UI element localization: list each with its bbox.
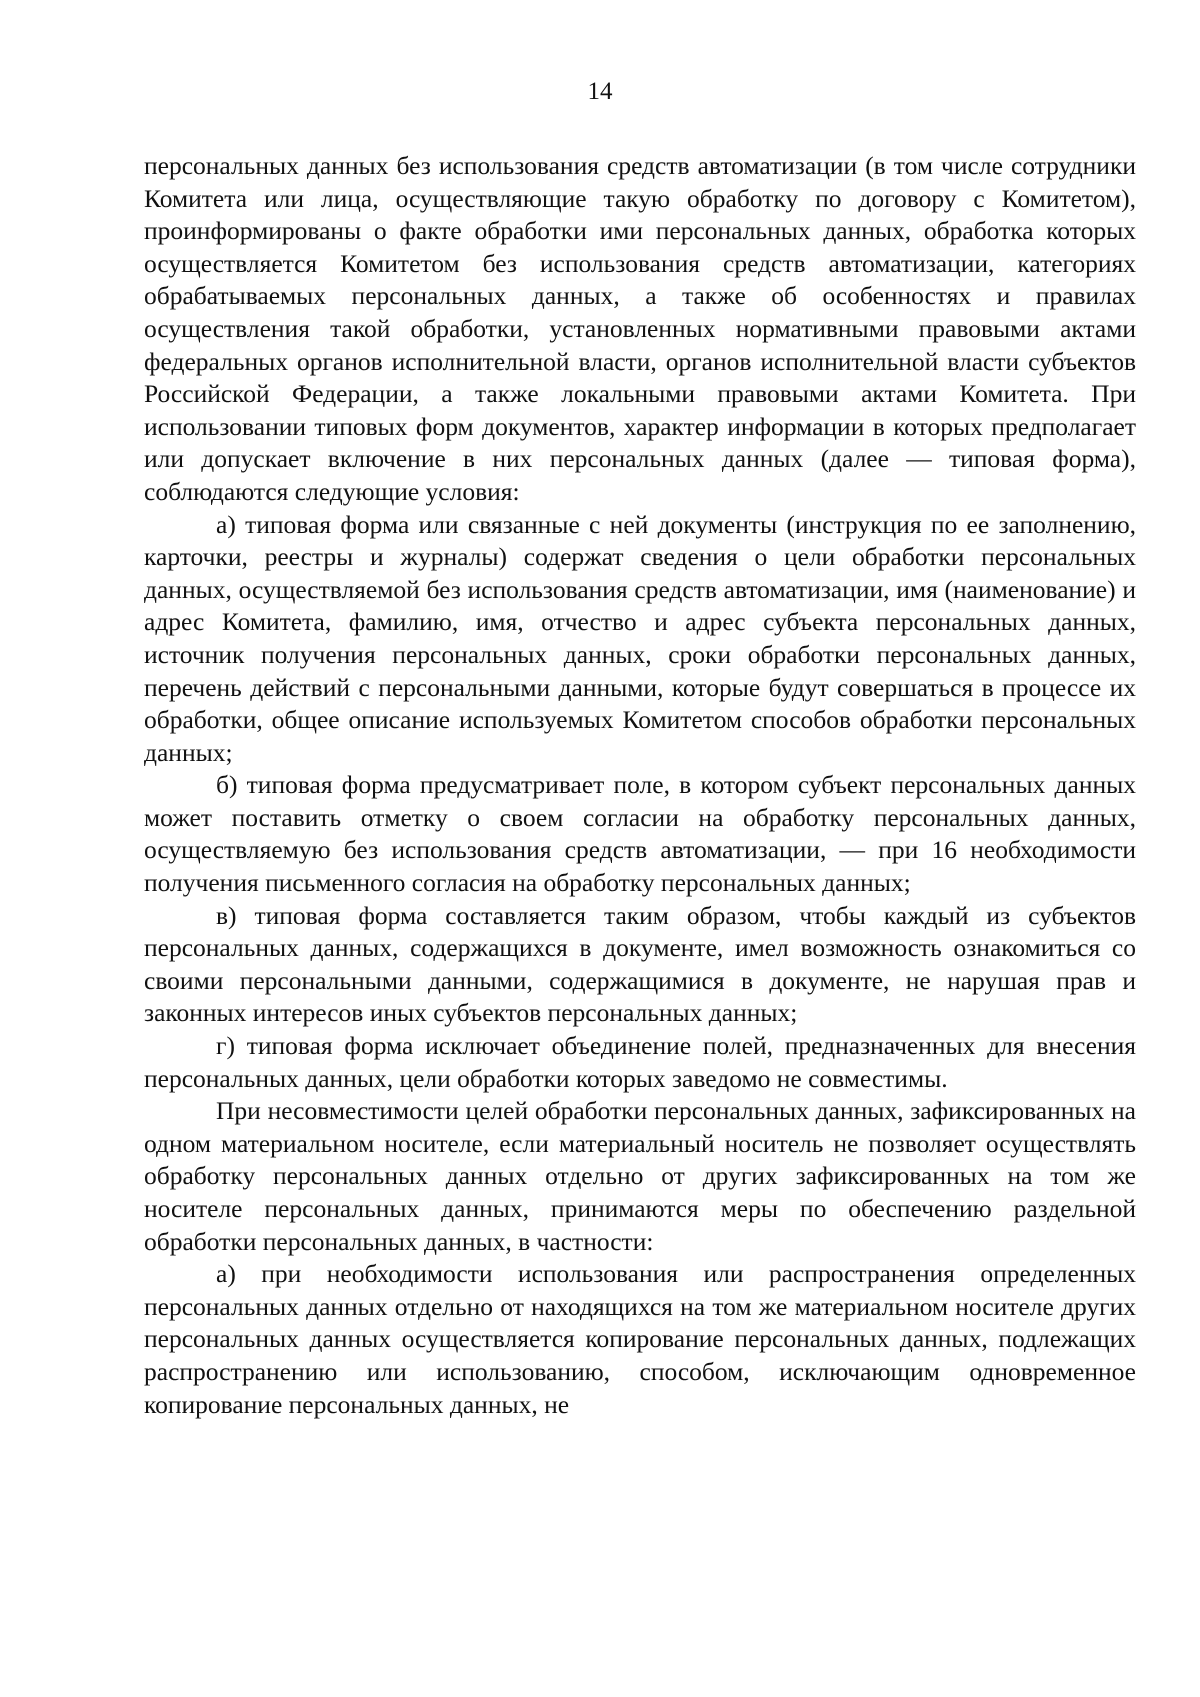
paragraph-condition-g: г) типовая форма исключает объединение полей, предназначенных для внесения персональных данных, цели обработки которых заведомо не совместимы.: [144, 1031, 1136, 1093]
document-body: [144, 150, 1136, 1421]
paragraph-intro: персональных данных без использования средств автоматизации (в том числе сотрудники Комитета или лица, осуществляющие такую обработку по договору с Комитетом), проинформированы о факте обработки ими персональных данных, обработка которых осуществляется Комитетом без использования средств автоматизации, категориях обрабатываемых персональных данных, а также об особенностях и правилах осуществления такой обработки, установленных нормативными правовыми актами федеральных органов исполнительной власти, органов исполнительной власти субъектов Российской Федерации, а также локальными правовыми актами Комитета. При использовании типовых форм документов, характер информации в которых предполагает или допускает включение в них персональных данных (далее — типовая форма), соблюдаются следующие условия:: [144, 151, 1136, 506]
paragraph-condition-a: а) типовая форма или связанные с ней документы (инструкция по ее заполнению, карточки, реестры и журналы) содержат сведения о цели обработки персональных данных, осуществляемой без использования средств автоматизации, имя (наименование) и адрес Комитета, фамилию, имя, отчество и адрес субъекта персональных данных, источник получения персональных данных, сроки обработки персональных данных, перечень действий с персональными данными, которые будут совершаться в процессе их обработки, общее описание используемых Комитетом способов обработки персональных данных;: [144, 509, 1136, 767]
paragraph-measure-a: а) при необходимости использования или распространения определенных персональных данных отдельно от находящихся на том же материальном носителе других персональных данных осуществляется копирование персональных данных, подлежащих распространению или использованию, способом, исключающим одновременное копирование персональных данных, не: [144, 1259, 1136, 1419]
paragraph-condition-b: б) типовая форма предусматривает поле, в котором субъект персональных данных может поставить отметку о своем согласии на обработку персональных данных, осуществляемую без использования средств автоматизации, — при 16 необходимости получения письменного согласия на обработку персональных данных;: [144, 770, 1136, 898]
paragraph-condition-v: в) типовая форма составляется таким образом, чтобы каждый из субъектов персональных данных, содержащихся в документе, имел возможность ознакомиться со своими персональными данными, содержащимися в документе, не нарушая прав и законных интересов иных субъектов персональных данных;: [144, 900, 1136, 1028]
page-number: 14: [587, 78, 613, 105]
paragraph-incompatibility: При несовместимости целей обработки персональных данных, зафиксированных на одном материальном носителе, если материальный носитель не позволяет осуществлять обработку персональных данных отдельно от других зафиксированных на том же носителе персональных данных, принимаются меры по обеспечению раздельной обработки персональных данных, в частности:: [144, 1096, 1136, 1256]
